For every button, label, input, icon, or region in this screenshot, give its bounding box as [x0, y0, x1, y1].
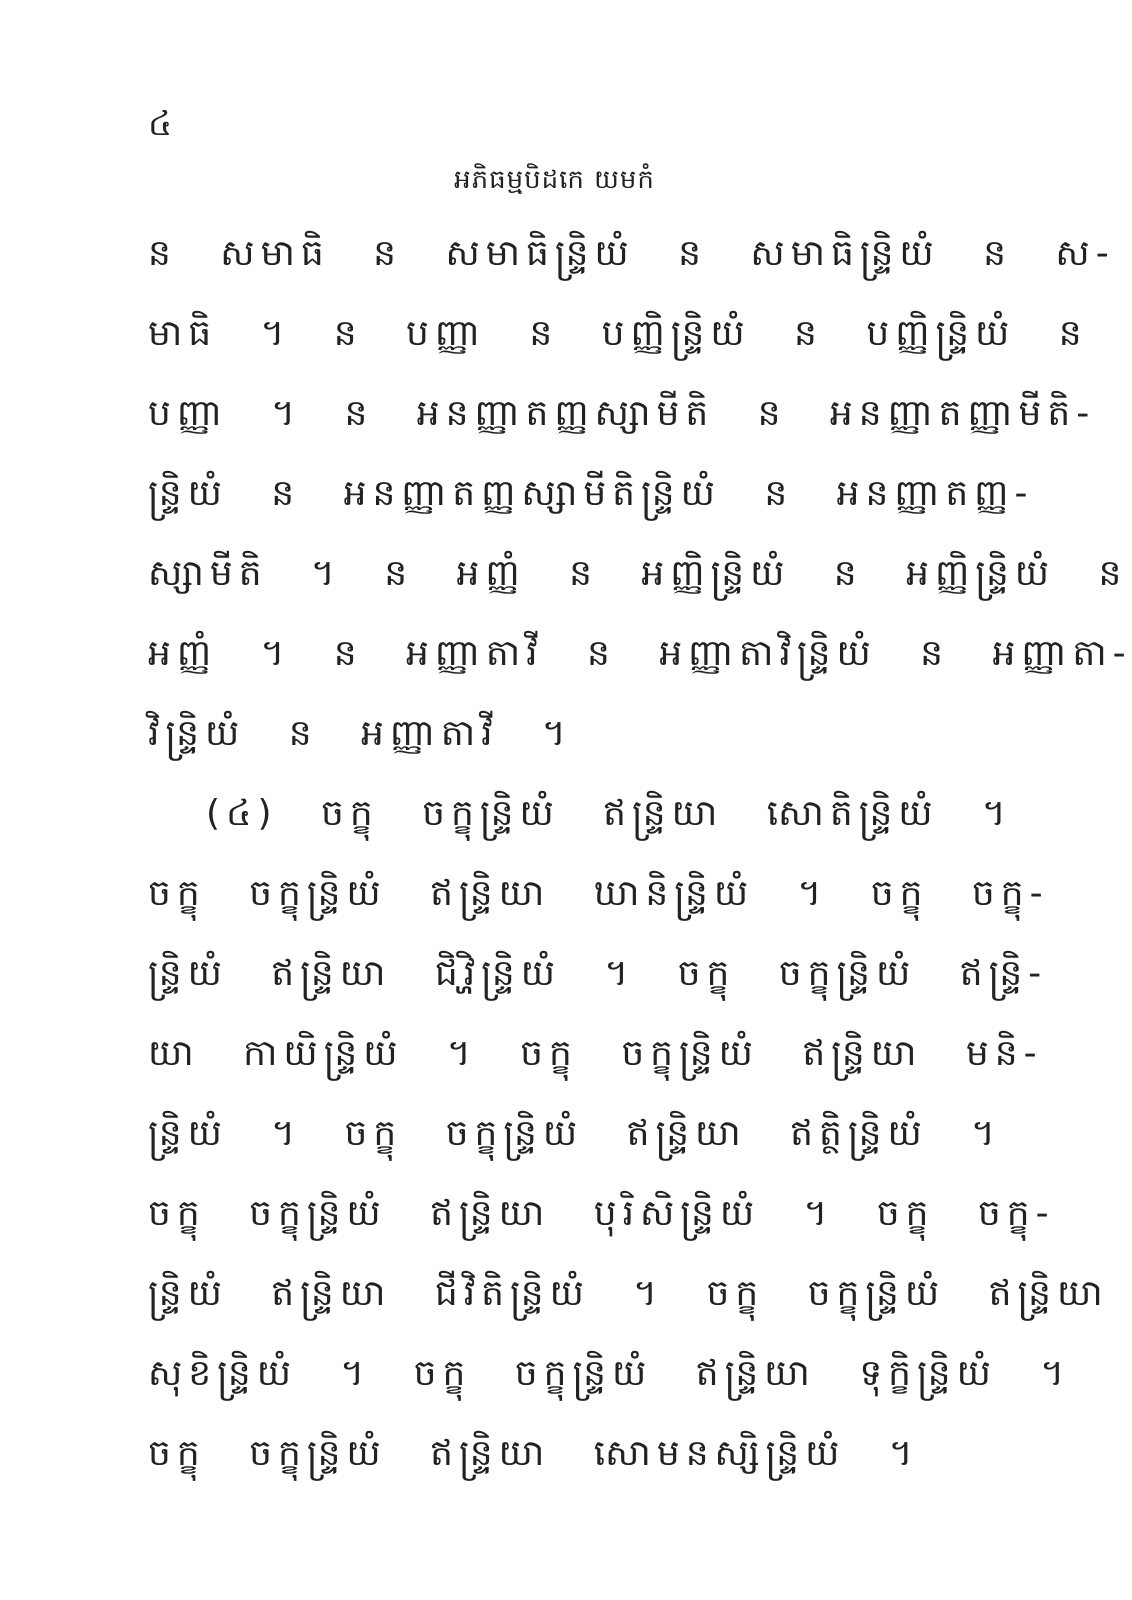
text-line: ន សមាធិ ន សមាធិន្ទ្រិយំ ន សមាធិន្ទ្រិយំ ន ស-: [148, 233, 1115, 274]
text-line: ចក្ខុ ចក្ខុន្ទ្រិយំ ឥន្ទ្រិយា សោមនស្សិន្ទ្រិយំ ។: [148, 1433, 919, 1474]
text-line: ន្ទ្រិយំ ន អនញ្ញាតញ្ញស្សាមីតិន្ទ្រិយំ ន អនញ្ញាតញ្ញ-: [148, 473, 1034, 514]
text-line: ន្ទ្រិយំ ។ ចក្ខុ ចក្ខុន្ទ្រិយំ ឥន្ទ្រិយា ឥត្ថិន្ទ្រិយំ ។: [148, 1113, 1001, 1154]
section-first-line: (៤) ចក្ខុ ចក្ខុន្ទ្រិយំ ឥន្ទ្រិយា សោតិន្ទ្រិយំ ។: [206, 793, 1012, 834]
text-line: សុខិន្ទ្រិយំ ។ ចក្ខុ ចក្ខុន្ទ្រិយំ ឥន្ទ្រិយា ទុក្ខិន្ទ្រិយំ ។: [148, 1353, 1071, 1394]
page-number: ៤: [148, 104, 173, 144]
text-line: យា កាយិន្ទ្រិយំ ។ ចក្ខុ ចក្ខុន្ទ្រិយំ ឥន្ទ្រិយា មនិ-: [148, 1033, 1043, 1074]
text-line: វិន្ទ្រិយំ ន អញ្ញាតាវី ។: [148, 713, 572, 754]
body-text: [148, 214, 1132, 1494]
text-line: បញ្ញា ។ ន អនញ្ញាតញ្ញស្សាមីតិ ន អនញ្ញាតញ្ញាមីតិ-: [148, 393, 1096, 434]
text-line: ន្ទ្រិយំ ឥន្ទ្រិយា ជីវិតិន្ទ្រិយំ ។ ចក្ខុ ចក្ខុន្ទ្រិយំ ឥន្ទ្រិយា: [148, 1273, 1109, 1314]
text-line: ចក្ខុ ចក្ខុន្ទ្រិយំ ឥន្ទ្រិយា ឃានិន្ទ្រិយំ ។ ចក្ខុ ចក្ខុ-: [148, 873, 1049, 914]
text-line: ស្សាមីតិ ។ ន អញ្ញំ ន អញ្ញិន្ទ្រិយំ ន អញ្ញិន្ទ្រិយំ ន: [148, 553, 1128, 594]
running-head: អភិធម្មបិដកេ យមកំ: [454, 165, 655, 195]
text-line: ចក្ខុ ចក្ខុន្ទ្រិយំ ឥន្ទ្រិយា បុរិសិន្ទ្រិយំ ។ ចក្ខុ ចក្ខុ-: [148, 1193, 1055, 1234]
text-line: ន្ទ្រិយំ ឥន្ទ្រិយា ជិវ្ហិន្ទ្រិយំ ។ ចក្ខុ ចក្ខុន្ទ្រិយំ ឥន្ទ្រិ-: [148, 953, 1048, 994]
text-line: មាធិ ។ ន បញ្ញា ន បញ្ញិន្ទ្រិយំ ន បញ្ញិន្ទ្រិយំ ន: [148, 313, 1088, 354]
text-line: អញ្ញំ ។ ន អញ្ញាតាវី ន អញ្ញាតាវិន្ទ្រិយំ ន អញ្ញាតា-: [148, 633, 1132, 674]
